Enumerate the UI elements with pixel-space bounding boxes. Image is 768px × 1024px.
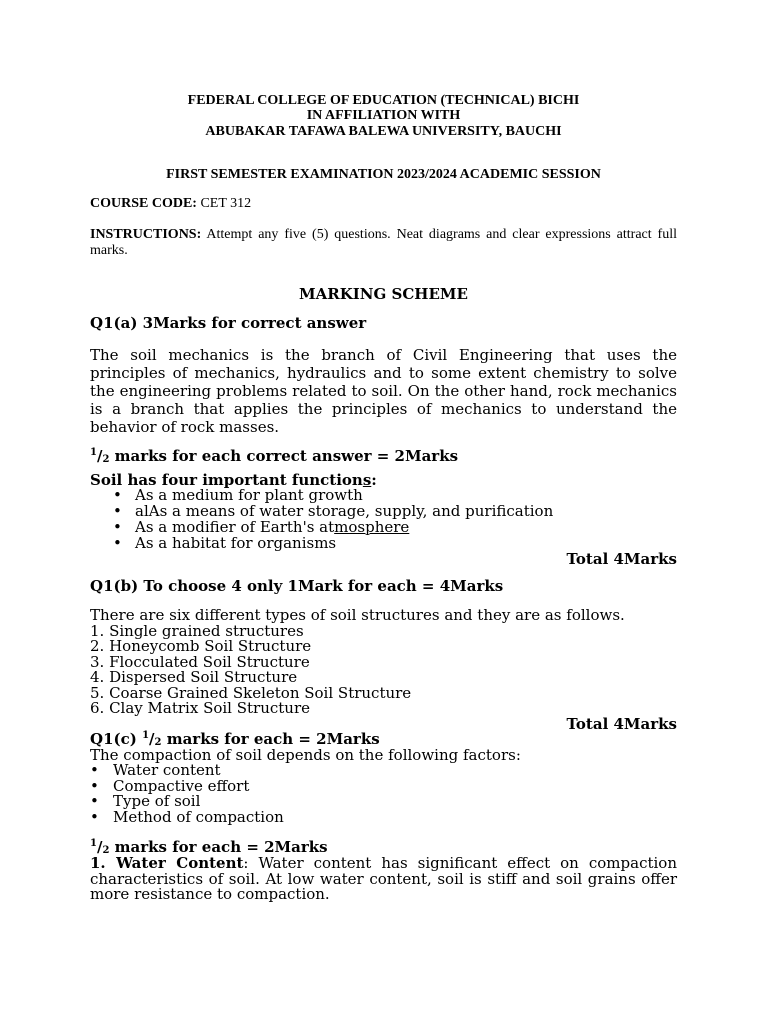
structure-item: 1. Single grained structures xyxy=(90,622,304,640)
half-numerator: 1 xyxy=(142,730,150,741)
q1a-total: Total 4Marks xyxy=(566,550,677,568)
structure-item: 5. Coarse Grained Skeleton Soil Structure xyxy=(90,684,412,702)
factor-item: Water content xyxy=(113,761,221,779)
institution-name: FEDERAL COLLEGE OF EDUCATION (TECHNICAL) BICHI xyxy=(187,93,580,108)
functions-heading-text: Soil has four important function xyxy=(90,471,363,489)
q1c-marks-text: marks for each = 2Marks xyxy=(114,838,328,856)
q1c-heading: Q1(c) $^1/_2$ marks for each = 2Marks xyxy=(90,730,380,748)
half-denominator: 2 xyxy=(102,454,110,465)
q1a-paragraph: The soil mechanics is the branch of Civil Engineering that uses the principles of mechanics, hydraulics and to some extent chemistry to solve the engineering problems related to soil. On the other hand, rock mechanics is a branch that applies the principles of mechanics to understand the behavior of rock masses. xyxy=(90,346,677,436)
q1b-intro: There are six different types of soil structures and they are as follows. xyxy=(90,606,625,624)
bullet-icon: • xyxy=(113,518,122,536)
q1b-total: Total 4Marks xyxy=(566,715,677,733)
function-item-text: As a modifier of Earth's at xyxy=(135,518,335,536)
course-code xyxy=(90,196,251,212)
q1a-marks-text: marks for each correct answer = 2Marks xyxy=(114,447,459,465)
half-numerator: 1 xyxy=(90,838,97,849)
instructions-label: INSTRUCTIONS: xyxy=(90,227,202,242)
q1a-heading: Q1(a) 3Marks for correct answer xyxy=(90,314,367,332)
water-content-label: 1. Water Content xyxy=(90,854,244,872)
bullet-icon: • xyxy=(113,534,122,552)
functions-heading-underlined: s xyxy=(362,471,372,489)
half-denominator: 2 xyxy=(102,845,110,856)
q1c-heading-text: marks for each = 2Marks xyxy=(166,730,380,748)
structure-item: 6. Clay Matrix Soil Structure xyxy=(90,699,311,717)
factor-item: Compactive effort xyxy=(113,777,250,795)
bullet-icon: • xyxy=(90,777,99,795)
water-content-paragraph xyxy=(90,856,677,903)
instructions-text: Attempt any five (5) questions. Neat diagrams and clear expressions attract full marks. xyxy=(90,227,677,258)
exam-title: FIRST SEMESTER EXAMINATION 2023/2024 ACADEMIC SESSION xyxy=(166,167,601,182)
function-item: As a medium for plant growth xyxy=(135,486,363,504)
q1c-heading-label: Q1(c) xyxy=(90,730,143,748)
water-content-text: : Water content has significant effect on compaction characteristics of soil. At low water content, soil is stiff and soil grains offer more resistance to compaction. xyxy=(90,854,677,903)
factor-item: Type of soil xyxy=(113,792,201,810)
marking-scheme-title: MARKING SCHEME xyxy=(299,285,468,303)
q1a-marks-line: $^1/_2$ marks for each correct answer = 2Marks xyxy=(90,447,459,465)
affiliation-line: IN AFFILIATION WITH xyxy=(306,108,461,123)
course-code-label: COURSE CODE: xyxy=(90,196,197,211)
q1c-intro: The compaction of soil depends on the following factors: xyxy=(90,746,521,764)
factor-item: Method of compaction xyxy=(113,808,284,826)
bullet-icon: • xyxy=(90,808,99,826)
structure-item: 3. Flocculated Soil Structure xyxy=(90,653,310,671)
function-item: As a habitat for organisms xyxy=(135,534,337,552)
function-item-underlined: mosphere xyxy=(334,518,410,536)
structure-item: 2. Honeycomb Soil Structure xyxy=(90,637,312,655)
instructions xyxy=(90,227,677,259)
functions-heading-colon: : xyxy=(371,471,377,489)
q1b-heading: Q1(b) To choose 4 only 1Mark for each = 4Marks xyxy=(90,577,504,595)
bullet-icon: • xyxy=(113,486,122,504)
structure-item: 4. Dispersed Soil Structure xyxy=(90,668,298,686)
bullet-icon: • xyxy=(90,792,99,810)
function-item xyxy=(135,520,409,535)
course-code-value: CET 312 xyxy=(200,196,252,211)
half-numerator: 1 xyxy=(90,447,97,458)
half-denominator: 2 xyxy=(154,737,162,748)
bullet-icon: • xyxy=(90,761,99,779)
bullet-icon: • xyxy=(113,502,122,520)
function-item: alAs a means of water storage, supply, and purification xyxy=(135,502,554,520)
university-name: ABUBAKAR TAFAWA BALEWA UNIVERSITY, BAUCHI xyxy=(205,124,562,139)
q1c-marks-line: $^1/_2$ marks for each = 2Marks xyxy=(90,838,328,856)
